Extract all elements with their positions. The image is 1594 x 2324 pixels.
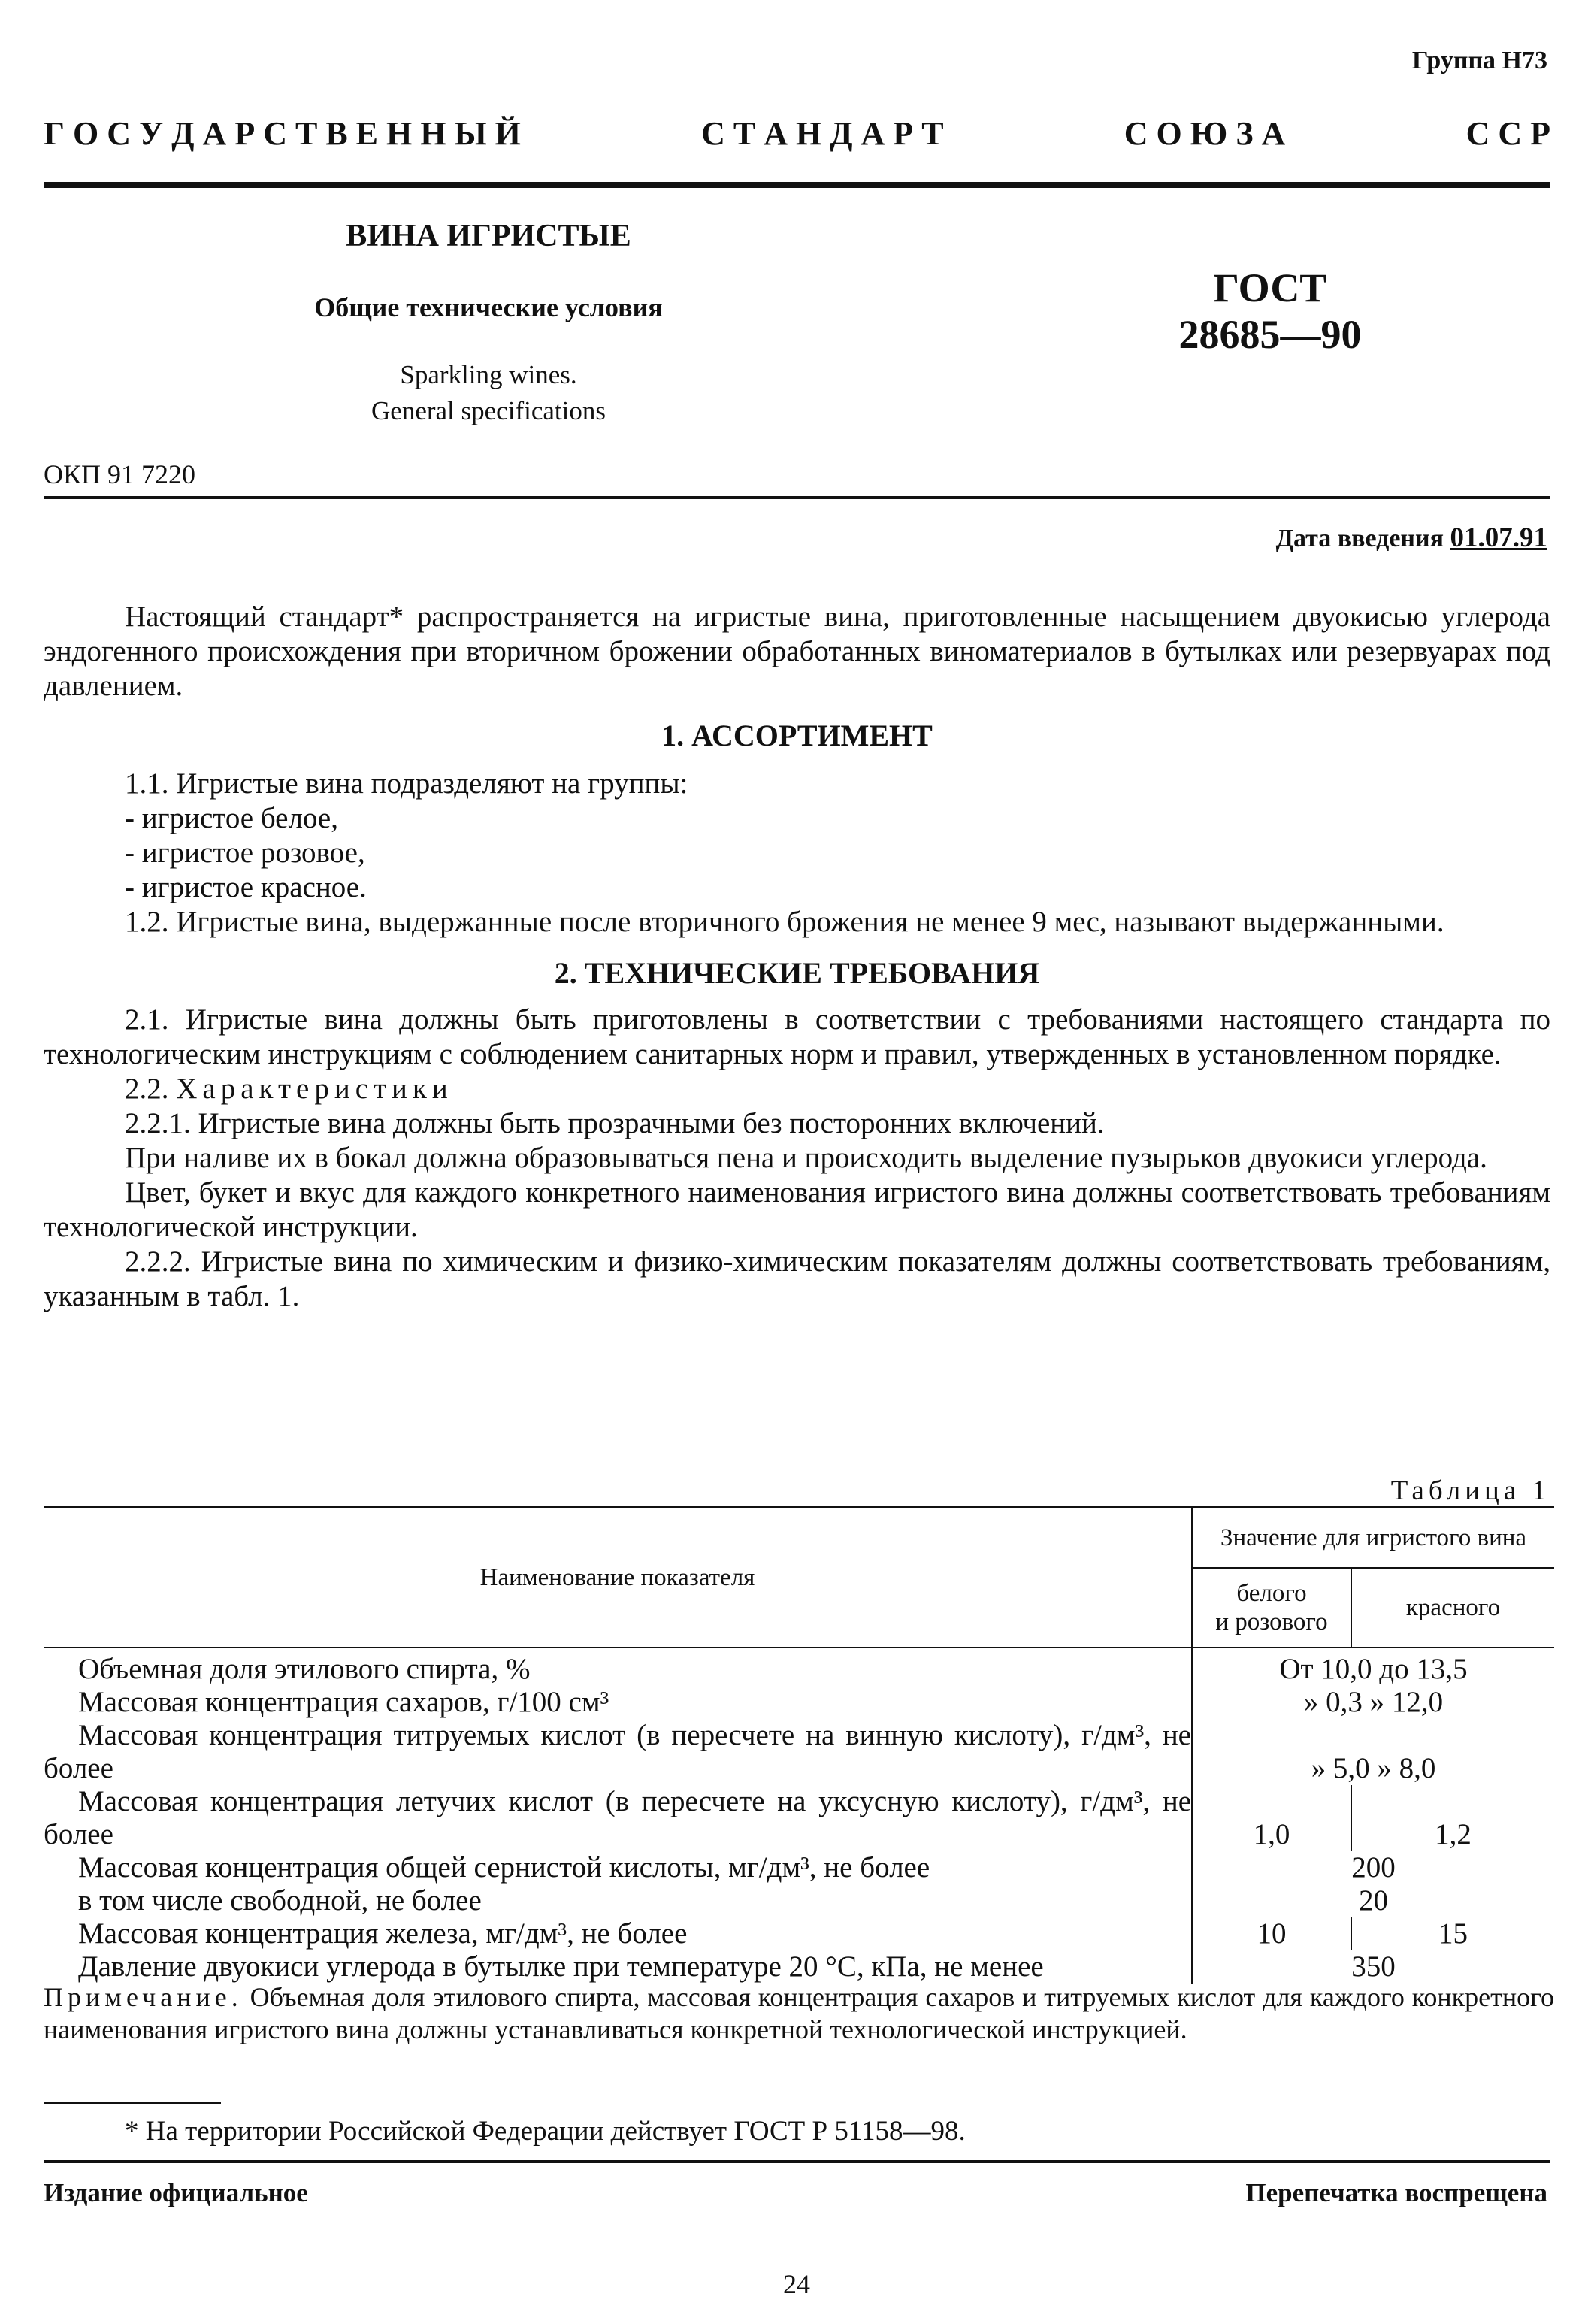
list-item: - игристое белое,: [125, 802, 338, 834]
indicator-name: Давление двуокиси углерода в бутылке при температуре 20 °С, кПа, не менее: [44, 1950, 1192, 1984]
indicator-value: 200: [1351, 1851, 1396, 1884]
table-row: [44, 1950, 1554, 1984]
document-body: [44, 600, 1550, 1314]
indicator-value-red: 15: [1438, 1917, 1468, 1950]
header-rule: [44, 182, 1550, 188]
paragraph-1-1: 1.1. Игристые вина подразделяют на группы:: [125, 767, 688, 800]
column-header-white: [1192, 1568, 1351, 1648]
indicator-value: » 5,0 » 8,0: [1311, 1752, 1436, 1784]
english-title-line: General specifications: [371, 396, 606, 425]
paragraph-2-2-1: 2.2.1. Игристые вина должны быть прозрачными без посторонних включений.: [125, 1107, 1105, 1139]
column-header-white-line: белого: [1236, 1580, 1307, 1607]
foam-paragraph: При наливе их в бокал должна образовываться пена и происходить выделение пузырьков двуокиси углерода.: [125, 1142, 1487, 1174]
english-title-line: Sparkling wines.: [400, 360, 577, 389]
indicator-value-white: 1,0: [1192, 1785, 1351, 1851]
doc-subtitle: Общие технические условия: [314, 292, 663, 322]
org-word: С С Р: [1465, 115, 1550, 152]
title-rule: [44, 496, 1550, 499]
table-row: [44, 1686, 1554, 1719]
table-caption: Таблица 1: [1390, 1475, 1550, 1506]
indicator-name: Массовая концентрация железа, мг/дм³, не более: [44, 1917, 1192, 1950]
table-row: [44, 1719, 1554, 1785]
org-heading: [44, 114, 1550, 153]
org-word: С Т А Н Д А Р Т: [701, 115, 944, 152]
table-row: [44, 1648, 1554, 1686]
date-value: 01.07.91: [1450, 522, 1547, 553]
intro-paragraph: Настоящий стандарт* распространяется на игристые вина, приготовленные насыщением двуокисью углерода эндогенного происхождения при вторичном брожении обработанных виноматериалов в бутылках или резервуарах под давлением.: [44, 601, 1550, 702]
org-word: Г О С У Д А Р С Т В Е Н Н Ы Й: [44, 115, 521, 152]
effective-date: [1276, 522, 1547, 554]
indicator-name: в том числе свободной, не более: [44, 1884, 1192, 1917]
edition-label: Издание официальное: [44, 2178, 308, 2207]
column-header-red: красного: [1351, 1568, 1554, 1648]
indicator-name: Массовая концентрация общей сернистой кислоты, мг/дм³, не более: [44, 1851, 1192, 1884]
english-title: [225, 357, 752, 429]
indicator-value: 350: [1351, 1950, 1396, 1983]
indicator-value: От 10,0 до 13,5: [1279, 1653, 1468, 1685]
paragraph-1-2: 1.2. Игристые вина, выдержанные после вторичного брожения не менее 9 мес, называют выдержанными.: [125, 906, 1444, 938]
list-item: - игристое красное.: [125, 871, 367, 903]
indicator-value-red: 1,2: [1435, 1818, 1472, 1850]
table-row: [44, 1785, 1554, 1851]
footnote-rule: [44, 2102, 221, 2104]
footnote: * На территории Российской Федерации действует ГОСТ Р 51158—98.: [125, 2116, 966, 2147]
date-label: Дата введения: [1275, 525, 1444, 552]
paragraph-2-2-number: 2.2.: [125, 1073, 169, 1105]
table-row: [44, 1884, 1554, 1917]
list-item: - игристое розовое,: [125, 837, 365, 869]
note-label: Примечание.: [44, 1982, 243, 2012]
page-number: 24: [783, 2269, 810, 2299]
section-2-heading: 2. ТЕХНИЧЕСКИЕ ТРЕБОВАНИЯ: [554, 956, 1040, 990]
reprint-notice: Перепечатка воспрещена: [1245, 2178, 1547, 2207]
column-header-white-line: и розового: [1215, 1608, 1328, 1636]
indicator-value: 20: [1359, 1884, 1388, 1917]
gost-label: ГОСТ: [1213, 265, 1327, 310]
paragraph-2-2-2: 2.2.2. Игристые вина по химическим и физико-химическим показателям должны соответствовать требованиям, указанным в табл. 1.: [44, 1245, 1550, 1312]
paragraph-2-2: [44, 1072, 1550, 1106]
paragraph-2-1: 2.1. Игристые вина должны быть приготовлены в соответствии с требованиями настоящего стандарта по технологическим инструкциям с соблюдением санитарных норм и правил, утвержденных в установленном порядке.: [44, 1003, 1550, 1070]
indicator-name: Массовая концентрация титруемых кислот (в пересчете на винную кислоту), г/дм³, не более: [44, 1719, 1191, 1784]
section-1-heading: 1. АССОРТИМЕНТ: [661, 719, 933, 752]
spec-table: [44, 1506, 1554, 1984]
doc-title: ВИНА ИГРИСТЫЕ: [346, 219, 631, 253]
indicator-value-white: 10: [1192, 1917, 1351, 1950]
table-note: [44, 1981, 1554, 2046]
note-text: Объемная доля этилового спирта, массовая концентрация сахаров и титруемых кислот для каждого конкретного наименования игристого вина должны устанавливаться конкретной технологической инструкцией.: [44, 1982, 1555, 2044]
table-row: [44, 1851, 1554, 1884]
column-header-name: Наименование показателя: [44, 1508, 1192, 1648]
column-header-group: Значение для игристого вина: [1192, 1508, 1554, 1569]
indicator-name: Объемная доля этилового спирта, %: [44, 1648, 1192, 1686]
table-header-row: [44, 1508, 1554, 1569]
indicator-value: » 0,3 » 12,0: [1303, 1686, 1444, 1718]
table-row: [44, 1917, 1554, 1950]
footer-rule: [44, 2160, 1550, 2163]
gost-number: 28685—90: [1178, 312, 1362, 357]
paragraph-2-2-title: Характеристики: [176, 1073, 453, 1105]
color-paragraph: Цвет, букет и вкус для каждого конкретного наименования игристого вина должны соответствовать требованиям технологической инструкции.: [44, 1176, 1550, 1243]
gost-designation: [1120, 265, 1420, 358]
indicator-name: Массовая концентрация сахаров, г/100 см³: [44, 1686, 1192, 1719]
okp-code: ОКП 91 7220: [44, 459, 196, 489]
group-code: Группа Н73: [1411, 47, 1547, 74]
indicator-name: Массовая концентрация летучих кислот (в пересчете на уксусную кислоту), г/дм³, не более: [44, 1785, 1191, 1850]
org-word: С О Ю З А: [1124, 115, 1286, 152]
